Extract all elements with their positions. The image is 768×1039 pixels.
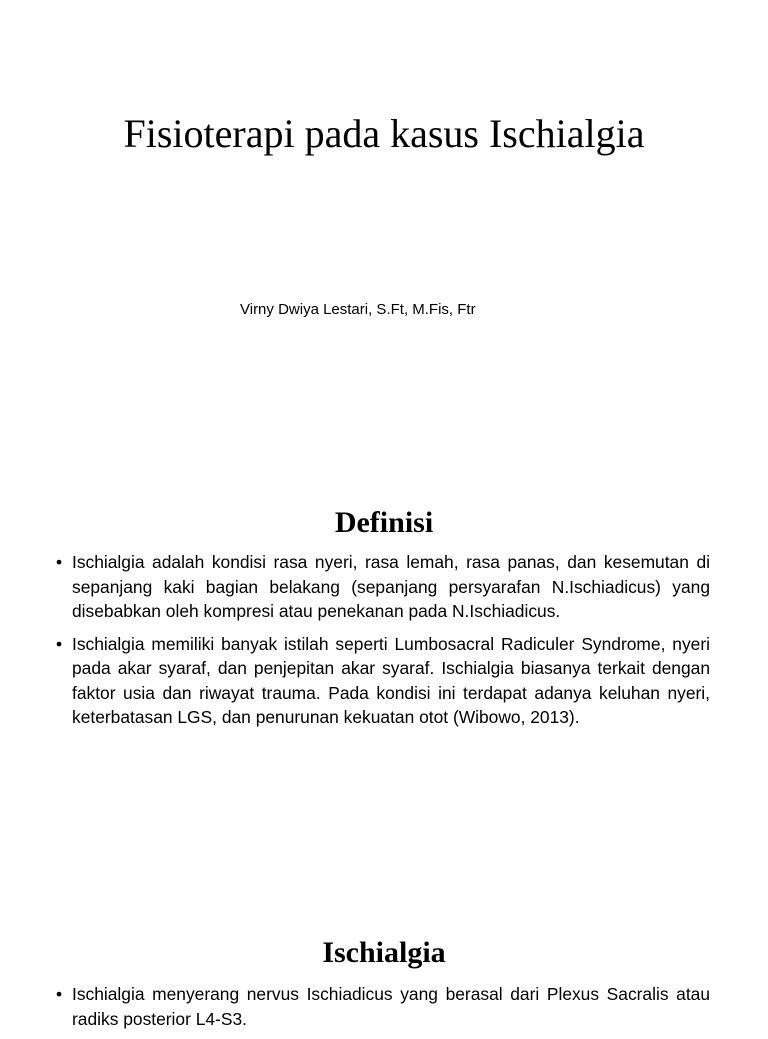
bullet-icon: •: [56, 552, 63, 572]
bullet-text: Ischialgia menyerang nervus Ischiadicus yang berasal dari Plexus Sacralis atau radiks posterior L4-S3.: [72, 984, 710, 1029]
ischialgia-slide: [0, 858, 768, 1029]
definisi-bullet-list: [56, 550, 710, 738]
bullet-text: Ischialgia memiliki banyak istilah seperti Lumbosacral Radiculer Syndrome, nyeri pada akar syaraf, dan penjepitan akar syaraf. Ischialgia biasanya terkait dengan faktor usia dan riwayat trauma. Pada kondisi ini terdapat adanya keluhan nyeri, keterbatasan LGS, dan penurunan kekuatan otot (Wibowo, 2013).: [72, 633, 710, 727]
ischialgia-title: Ischialgia: [322, 935, 446, 969]
bullet-icon: •: [56, 633, 63, 654]
definisi-title: Definisi: [334, 505, 434, 539]
ischialgia-bullet-list: [56, 982, 710, 1039]
title-slide: [0, 0, 768, 426]
bullet-item: [56, 632, 710, 730]
bullet-icon: •: [56, 984, 63, 1004]
deck-title: Fisioterapi pada kasus Ischialgia: [123, 110, 645, 156]
definisi-slide: [0, 426, 768, 858]
bullet-item: [56, 550, 710, 624]
author-line: Virny Dwiya Lestari, S.Ft, M.Fis, Ftr: [240, 301, 476, 318]
bullet-text: Ischialgia adalah kondisi rasa nyeri, rasa lemah, rasa panas, dan kesemutan di sepanjang kaki bagian belakang (sepanjang persyarafan N.Ischiadicus) yang disebabkan oleh kompresi atau penekanan pada N.Ischiadicus.: [72, 552, 710, 621]
